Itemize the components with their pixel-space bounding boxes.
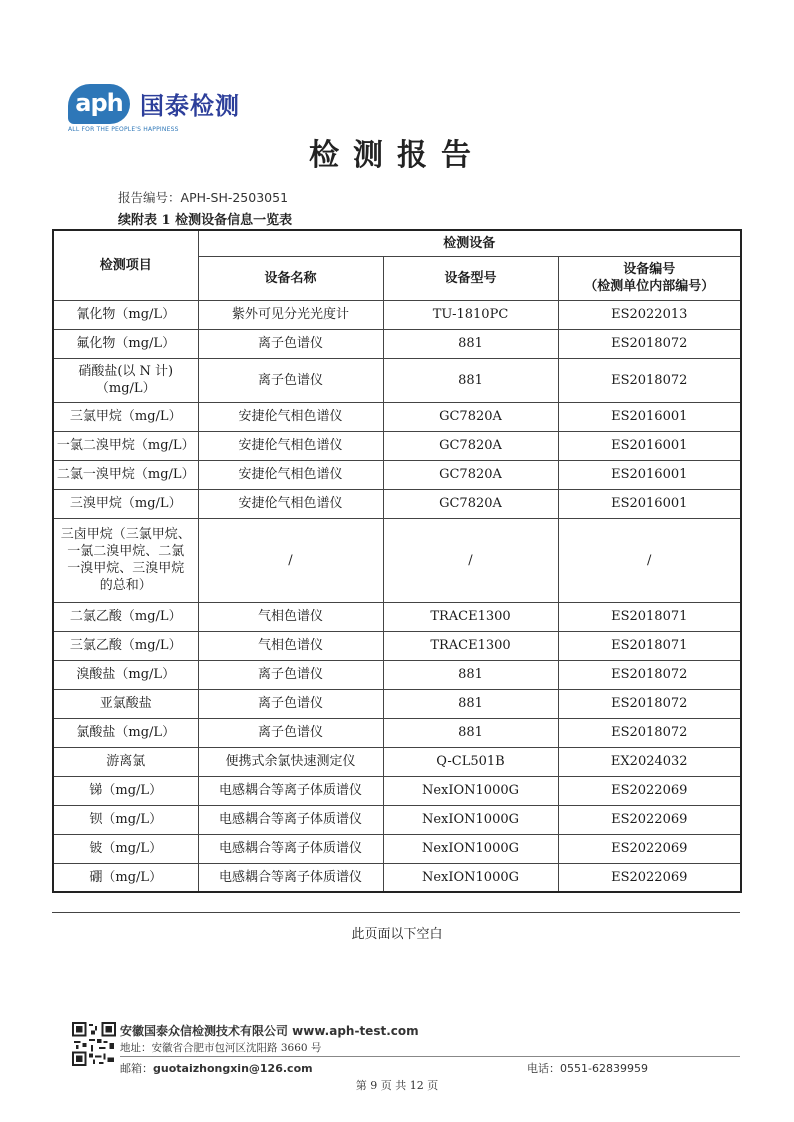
cell-name: 离子色谱仪 (198, 718, 383, 747)
cell-name: 安捷伦气相色谱仪 (198, 489, 383, 518)
cell-model: TU-1810PC (383, 300, 558, 329)
cell-code: ES2018072 (558, 718, 741, 747)
table-row (53, 747, 741, 776)
cell-name: 电感耦合等离子体质谱仪 (198, 805, 383, 834)
cell-name: 紫外可见分光光度计 (198, 300, 383, 329)
header-item: 检测项目 (53, 230, 198, 300)
cell-model: 881 (383, 329, 558, 358)
cell-item-line: 一氯二溴甲烷、二氯 (67, 544, 185, 559)
cell-model: TRACE1300 (383, 602, 558, 631)
table-row (53, 834, 741, 863)
header-name: 设备名称 (198, 256, 383, 300)
cell-name: / (198, 518, 383, 602)
cell-model: NexION1000G (383, 834, 558, 863)
cell-item (53, 358, 198, 402)
cell-name: 安捷伦气相色谱仪 (198, 402, 383, 431)
table-row (53, 805, 741, 834)
cell-code: ES2018072 (558, 358, 741, 402)
cell-model: GC7820A (383, 431, 558, 460)
logo-name: 国泰检测 (140, 92, 240, 120)
table-row (53, 402, 741, 431)
document-title: 检测报告 (309, 138, 485, 173)
cell-code: EX2024032 (558, 747, 741, 776)
cell-name: 电感耦合等离子体质谱仪 (198, 776, 383, 805)
cell-name: 安捷伦气相色谱仪 (198, 460, 383, 489)
cell-model: 881 (383, 718, 558, 747)
cell-model: GC7820A (383, 489, 558, 518)
header-code (558, 256, 741, 300)
cell-name: 电感耦合等离子体质谱仪 (198, 834, 383, 863)
cell-item: 三氯乙酸（mg/L） (53, 631, 198, 660)
cell-name: 离子色谱仪 (198, 358, 383, 402)
cell-item-line: （mg/L） (95, 381, 156, 396)
address-underline (120, 1056, 740, 1057)
cell-item-line: 三卤甲烷（三氯甲烷、 (60, 527, 191, 542)
cell-code: ES2016001 (558, 402, 741, 431)
phone-value: 0551-62839959 (560, 1062, 648, 1075)
cell-model: NexION1000G (383, 863, 558, 892)
cell-item: 二氯一溴甲烷（mg/L） (53, 460, 198, 489)
cell-model: NexION1000G (383, 776, 558, 805)
cell-code: ES2016001 (558, 489, 741, 518)
table-row (53, 863, 741, 892)
table-row (53, 431, 741, 460)
table-title: 续附表 1 检测设备信息一览表 (118, 213, 293, 228)
cell-name: 便携式余氯快速测定仪 (198, 747, 383, 776)
header-equipment: 检测设备 (198, 230, 741, 256)
cell-name: 安捷伦气相色谱仪 (198, 431, 383, 460)
cell-name: 离子色谱仪 (198, 660, 383, 689)
cell-item: 钡（mg/L） (53, 805, 198, 834)
cell-name: 离子色谱仪 (198, 329, 383, 358)
cell-item: 锑（mg/L） (53, 776, 198, 805)
footer-divider (52, 912, 740, 913)
cell-item: 一氯二溴甲烷（mg/L） (53, 431, 198, 460)
cell-model: 881 (383, 689, 558, 718)
table-row (53, 460, 741, 489)
cell-item: 氟化物（mg/L） (53, 329, 198, 358)
header-model: 设备型号 (383, 256, 558, 300)
header-code-line1: 设备编号 (623, 262, 676, 277)
cell-code: ES2018071 (558, 602, 741, 631)
cell-item-line: 一溴甲烷、三溴甲烷 (67, 561, 185, 576)
email-label: 邮箱： (120, 1062, 153, 1075)
table-row (53, 602, 741, 631)
cell-model: GC7820A (383, 402, 558, 431)
report-number-label: 报告编号： (118, 190, 181, 205)
logo-badge: aph (68, 84, 130, 124)
company-name: 安徽国泰众信检测技术有限公司 www.aph-test.com (120, 1024, 419, 1038)
cell-code: ES2022069 (558, 834, 741, 863)
table-row (53, 300, 741, 329)
cell-code: ES2022069 (558, 776, 741, 805)
cell-item: 溴酸盐（mg/L） (53, 660, 198, 689)
cell-item: 铍（mg/L） (53, 834, 198, 863)
cell-name: 电感耦合等离子体质谱仪 (198, 863, 383, 892)
cell-model: NexION1000G (383, 805, 558, 834)
cell-model: TRACE1300 (383, 631, 558, 660)
cell-name: 气相色谱仪 (198, 631, 383, 660)
blank-note: 此页面以下空白 (351, 927, 443, 942)
cell-item: 硼（mg/L） (53, 863, 198, 892)
report-number (118, 188, 288, 206)
cell-code: ES2018072 (558, 660, 741, 689)
table-row (53, 631, 741, 660)
page-number: 第 9 页 共 12 页 (355, 1079, 439, 1092)
cell-item: 二氯乙酸（mg/L） (53, 602, 198, 631)
table-row (53, 329, 741, 358)
table-row (53, 518, 741, 602)
logo-tagline: ALL FOR THE PEOPLE'S HAPPINESS (68, 126, 179, 133)
company-logo (68, 84, 268, 133)
cell-code: / (558, 518, 741, 602)
qr-code-icon (72, 1022, 116, 1066)
cell-code: ES2022069 (558, 863, 741, 892)
cell-item (53, 518, 198, 602)
header-code-line2: （检测单位内部编号） (584, 279, 715, 294)
company-address: 地址：安徽省合肥市包河区沈阳路 3660 号 (120, 1042, 322, 1054)
table-row (53, 660, 741, 689)
cell-item: 亚氯酸盐 (53, 689, 198, 718)
table-row (53, 718, 741, 747)
cell-model: 881 (383, 660, 558, 689)
company-email (120, 1060, 313, 1076)
cell-code: ES2016001 (558, 460, 741, 489)
cell-code: ES2018071 (558, 631, 741, 660)
cell-item: 三氯甲烷（mg/L） (53, 402, 198, 431)
cell-item: 氰化物（mg/L） (53, 300, 198, 329)
table-row (53, 776, 741, 805)
cell-item: 氯酸盐（mg/L） (53, 718, 198, 747)
table-row (53, 489, 741, 518)
phone-label: 电话： (527, 1062, 560, 1075)
table-row (53, 358, 741, 402)
cell-model: GC7820A (383, 460, 558, 489)
cell-name: 气相色谱仪 (198, 602, 383, 631)
cell-code: ES2018072 (558, 689, 741, 718)
cell-code: ES2016001 (558, 431, 741, 460)
email-value: guotaizhongxin@126.com (153, 1062, 313, 1075)
table-row (53, 689, 741, 718)
cell-code: ES2018072 (558, 329, 741, 358)
cell-item-line: 的总和） (99, 578, 152, 593)
cell-item: 游离氯 (53, 747, 198, 776)
cell-name: 离子色谱仪 (198, 689, 383, 718)
cell-model: Q-CL501B (383, 747, 558, 776)
company-phone (527, 1060, 648, 1076)
cell-code: ES2022013 (558, 300, 741, 329)
cell-item-line: 硝酸盐(以 N 计) (78, 364, 174, 379)
cell-code: ES2022069 (558, 805, 741, 834)
cell-model: 881 (383, 358, 558, 402)
cell-item: 三溴甲烷（mg/L） (53, 489, 198, 518)
report-number-value: APH-SH-2503051 (180, 190, 289, 205)
cell-model: / (383, 518, 558, 602)
equipment-table (52, 229, 742, 893)
